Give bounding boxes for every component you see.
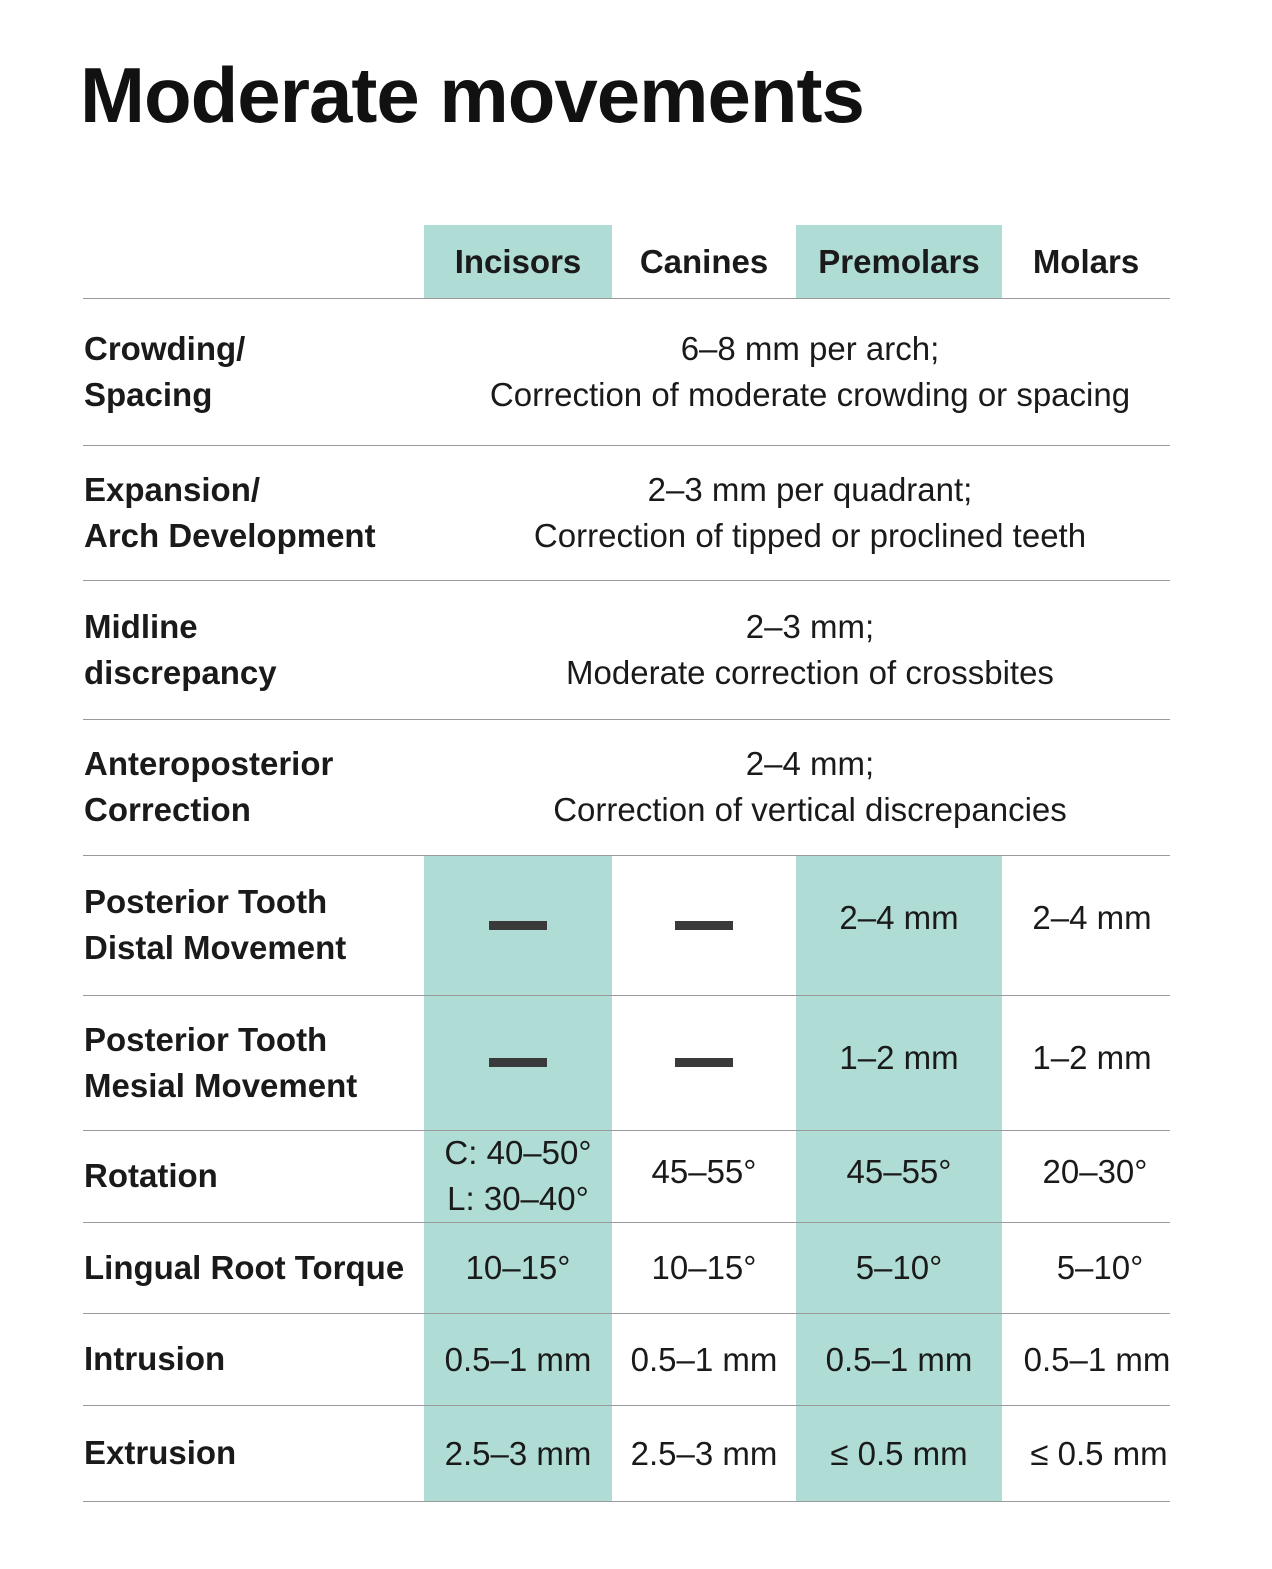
row-label-rotation: Rotation [84, 1157, 218, 1194]
rotation-canines-cell: 45–55° [651, 1153, 757, 1190]
column-header-premolars: Premolars [818, 242, 980, 280]
mesial-premolars-cell: 1–2 mm [839, 1038, 959, 1076]
label-line: discrepancy [84, 653, 277, 691]
column-header-incisors: Incisors [454, 242, 582, 280]
intrusion-canines-cell: 0.5–1 mm [630, 1341, 778, 1378]
crowding-spacing-value [424, 298, 1196, 445]
intrusion-premolars-cell: 0.5–1 mm [825, 1341, 973, 1378]
label-line: Posterior Tooth [84, 1020, 328, 1058]
extrusion-canines-cell: 2.5–3 mm [630, 1435, 778, 1472]
distal-molars-cell: 2–4 mm [1032, 899, 1152, 936]
torque-canines-cell: 10–15° [651, 1248, 757, 1286]
mesial-canines-cell [612, 995, 796, 1130]
expansion-value [424, 445, 1196, 580]
value-line: 2–3 mm; [745, 607, 875, 645]
rotation-molars-cell: 20–30° [1042, 1153, 1148, 1190]
rotation-incisors-cell [424, 1130, 612, 1222]
row-label-anteroposterior [84, 719, 424, 855]
value-line: 2–4 mm; [745, 745, 875, 782]
dash-icon [675, 921, 733, 930]
distal-premolars-cell: 2–4 mm [839, 899, 959, 936]
dash-icon [489, 1058, 547, 1067]
value-line: Correction of vertical discrepancies [553, 791, 1067, 828]
torque-premolars-cell: 5–10° [855, 1248, 943, 1286]
label-line: Arch Development [84, 516, 376, 554]
value-line: L: 30–40° [447, 1180, 589, 1217]
extrusion-incisors-cell: 2.5–3 mm [444, 1435, 592, 1472]
extrusion-premolars-cell: ≤ 0.5 mm [830, 1435, 968, 1472]
rotation-premolars-cell: 45–55° [846, 1153, 952, 1190]
torque-incisors-cell: 10–15° [465, 1248, 571, 1286]
intrusion-molars-cell: 0.5–1 mm [1023, 1341, 1171, 1378]
dash-icon [675, 1058, 733, 1067]
label-line: Mesial Movement [84, 1066, 358, 1104]
mesial-incisors-cell [424, 995, 612, 1130]
label-line: Anteroposterior [84, 745, 334, 782]
label-line: Correction [84, 791, 251, 828]
label-line: Midline [84, 607, 198, 645]
distal-incisors-cell [424, 855, 612, 995]
value-line: Correction of tipped or proclined teeth [533, 516, 1087, 554]
value-line: 2–3 mm per quadrant; [647, 470, 973, 508]
row-label-extrusion: Extrusion [84, 1434, 237, 1471]
torque-molars-cell: 5–10° [1056, 1248, 1144, 1286]
page-title: Moderate movements [80, 51, 864, 139]
distal-canines-cell [612, 855, 796, 995]
row-label-intrusion: Intrusion [84, 1340, 226, 1377]
row-label-mesial-movement [84, 995, 424, 1130]
value-line: C: 40–50° [444, 1134, 592, 1171]
row-label-crowding-spacing [84, 298, 424, 445]
value-line: Correction of moderate crowding or spacing [489, 375, 1131, 413]
column-header-canines: Canines [639, 242, 769, 280]
row-label-lingual-root-torque: Lingual Root Torque [84, 1248, 405, 1286]
extrusion-molars-cell: ≤ 0.5 mm [1030, 1435, 1168, 1472]
label-line: Expansion/ [84, 470, 261, 508]
mesial-molars-cell: 1–2 mm [1032, 1038, 1152, 1076]
label-line: Crowding/ [84, 329, 246, 367]
label-line: Spacing [84, 375, 213, 413]
value-line: 6–8 mm per arch; [680, 329, 940, 367]
anteroposterior-value [424, 719, 1196, 855]
row-label-distal-movement [84, 855, 424, 995]
dash-icon [489, 921, 547, 930]
label-line: Posterior Tooth [84, 883, 328, 920]
label-line: Distal Movement [84, 929, 347, 966]
row-label-expansion [84, 445, 424, 580]
midline-value [424, 580, 1196, 719]
row-label-midline [84, 580, 424, 719]
value-line: Moderate correction of crossbites [566, 653, 1054, 691]
intrusion-incisors-cell: 0.5–1 mm [444, 1341, 592, 1378]
column-header-molars: Molars [1032, 242, 1140, 280]
